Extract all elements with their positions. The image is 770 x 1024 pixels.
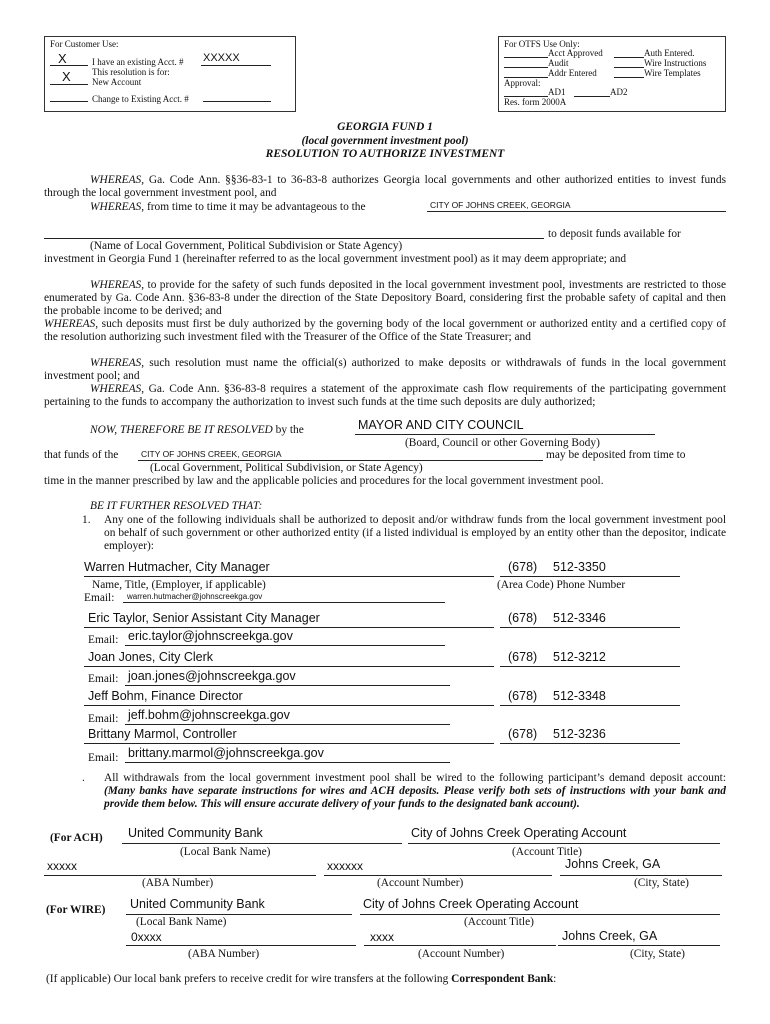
paragraph-text: , Ga. Code Ann. §36-83-8 requires a statement of the approximate cash flow requirements of the participating government pertaining to the funds to accompany the authorization to invest such funds at the time such deposits are duly authorized; xyxy=(44,383,726,408)
governing-body-caption: (Board, Council or other Governing Body) xyxy=(405,437,600,449)
official-phone-line xyxy=(500,576,680,577)
email-label: Email: xyxy=(84,592,115,604)
whereas-paragraph-1 xyxy=(44,174,726,200)
existing-account-blank xyxy=(50,65,88,66)
existing-account-label: I have an existing Acct. # xyxy=(92,57,184,67)
official-name-line xyxy=(84,666,494,667)
resolved-lead: NOW, THEREFORE BE IT RESOLVED xyxy=(90,424,273,436)
official-email-line xyxy=(125,762,450,763)
official-name-line xyxy=(84,743,494,744)
otfs-blank xyxy=(574,96,610,97)
official-email[interactable]: jeff.bohm@johnscreekga.gov xyxy=(128,708,290,722)
paragraph-text: , such resolution must name the official(s) authorized to make deposits or withdrawals of funds in the local government investment pool; and xyxy=(44,357,726,382)
form-heading: RESOLUTION TO AUTHORIZE INVESTMENT xyxy=(265,148,505,160)
whereas-paragraph-6 xyxy=(44,383,726,409)
existing-account-value[interactable]: XXXXX xyxy=(203,52,240,64)
official-phone-line xyxy=(500,743,680,744)
change-account-label: Change to Existing Acct. # xyxy=(92,94,189,104)
ach-city-line xyxy=(560,875,722,876)
official-name-line xyxy=(84,576,494,577)
email-label: Email: xyxy=(88,673,119,685)
item-1-text: Any one of the following individuals shall be authorized to deposit and/or withdraw funds from the local government investment pool on behalf of such government or other authorized entity (if a listed individual is employed by an entity other than the depositor, indicate employer): xyxy=(104,514,726,552)
otfs-ad2: AD2 xyxy=(610,87,628,97)
wire-label: (For WIRE) xyxy=(46,904,106,916)
otfs-title: For OTFS Use Only: xyxy=(504,39,580,49)
official-phone[interactable]: 512-3212 xyxy=(553,650,606,664)
wire-city-line xyxy=(558,945,720,946)
otfs-wire-templates: Wire Templates xyxy=(644,68,701,78)
correspondent-bank-text xyxy=(46,973,556,985)
funds-entity-line xyxy=(138,460,543,461)
otfs-approval: Approval: xyxy=(504,78,541,88)
wire-city-caption: (City, State) xyxy=(630,948,685,960)
official-email[interactable]: joan.jones@johnscreekga.gov xyxy=(128,669,296,683)
wire-aba-caption: (ABA Number) xyxy=(188,948,260,960)
resolution-for-label: This resolution is for: xyxy=(92,67,170,77)
official-phone-area[interactable]: (678) xyxy=(508,727,538,741)
paragraph-text: , such deposits must first be duly authorized by the governing body of the local government or authorized entity and a certified copy of the resolution authorizing such investment filed with the Treasurer of the Office of the State Treasurer; and xyxy=(44,318,726,343)
ach-bank-caption: (Local Bank Name) xyxy=(180,846,271,858)
correspondent-colon: : xyxy=(553,973,557,985)
otfs-blank xyxy=(504,57,548,58)
whereas-word: WHEREAS xyxy=(90,357,142,369)
official-phone-line xyxy=(500,705,680,706)
resolved-line xyxy=(90,424,304,436)
otfs-blank xyxy=(504,67,548,68)
official-phone-line xyxy=(500,627,680,628)
ach-account-title-line xyxy=(408,843,720,844)
whereas-paragraph-3 xyxy=(44,279,726,318)
resolved-by: by the xyxy=(275,424,304,436)
entity-name-line xyxy=(427,211,726,212)
wire-city-state[interactable]: Johns Creek, GA xyxy=(562,929,658,943)
whereas-paragraph-5 xyxy=(44,357,726,383)
wire-bank-name[interactable]: United Community Bank xyxy=(130,897,265,911)
whereas-paragraph-4 xyxy=(44,318,726,344)
funds-entity-caption: (Local Government, Political Subdivision, or State Agency) xyxy=(150,462,423,474)
otfs-wire-instructions: Wire Instructions xyxy=(644,58,707,68)
ach-aba-caption: (ABA Number) xyxy=(142,877,214,889)
ach-title-caption: (Account Title) xyxy=(512,846,582,858)
official-phone[interactable]: 512-3236 xyxy=(553,727,606,741)
wire-account-title-line xyxy=(360,914,720,915)
official-phone[interactable]: 512-3348 xyxy=(553,689,606,703)
funds-of-text: that funds of the xyxy=(44,449,119,461)
whereas-word: WHEREAS xyxy=(90,201,142,213)
name-caption: Name, Title, (Employer, if applicable) xyxy=(92,579,266,591)
official-name[interactable]: Joan Jones, City Clerk xyxy=(88,650,214,664)
official-email[interactable]: warren.hutmacher@johnscreekga.gov xyxy=(127,592,263,601)
further-resolved: BE IT FURTHER RESOLVED THAT: xyxy=(90,500,263,512)
official-name[interactable]: Eric Taylor, Senior Assistant City Manager xyxy=(88,611,320,625)
withdrawals-bold: (Many banks have separate instructions for wires and ACH deposits. Please verify both sets of instructions with your bank and provide them below. This will ensure accurate delivery of your funds to the designated bank account). xyxy=(104,785,726,810)
email-label: Email: xyxy=(88,752,119,764)
official-email-line xyxy=(125,645,445,646)
otfs-blank xyxy=(614,77,644,78)
paragraph-text: , to provide for the safety of such funds deposited in the local government investment pool, investments are restricted to those enumerated by Ga. Code Ann. §36-83-8 under the direction of the State Depository Board, considering first the probable safety of capital and then the probable income to be derived; and xyxy=(44,279,726,317)
wire-account-number-line xyxy=(364,945,556,946)
ach-aba-line xyxy=(44,875,316,876)
official-email[interactable]: brittany.marmol@johnscreekga.gov xyxy=(128,746,324,760)
change-account-number-line xyxy=(203,101,271,102)
official-phone-line xyxy=(500,666,680,667)
paragraph-text: , from time to time it may be advantageous to the xyxy=(141,201,366,213)
whereas-word: WHEREAS xyxy=(90,174,142,186)
otfs-addr-entered: Addr Entered xyxy=(548,68,597,78)
wire-account-number[interactable]: xxxx xyxy=(370,930,394,944)
paragraph-text: , Ga. Code Ann. §§36-83-1 to 36-83-8 authorizes Georgia local governments and other authorized entities to invest funds through the local government investment pool, and xyxy=(44,174,726,199)
existing-account-mark[interactable]: X xyxy=(58,51,67,66)
ach-city-caption: (City, State) xyxy=(634,877,689,889)
ach-account-number-line xyxy=(324,875,552,876)
wire-number-caption: (Account Number) xyxy=(418,948,505,960)
whereas-word: WHEREAS xyxy=(90,383,142,395)
whereas-word: WHEREAS xyxy=(90,279,142,291)
phone-caption: (Area Code) Phone Number xyxy=(497,579,626,591)
entity-name-line-2 xyxy=(44,238,544,239)
wire-account-title[interactable]: City of Johns Creek Operating Account xyxy=(363,897,579,911)
time-manner-text: time in the manner prescribed by law and the applicable policies and procedures for the local government investment pool. xyxy=(44,475,604,487)
wire-aba-number[interactable]: 0xxxx xyxy=(131,930,162,944)
otfs-blank xyxy=(614,57,644,58)
new-account-mark[interactable]: X xyxy=(62,69,71,84)
official-phone-area[interactable]: (678) xyxy=(508,689,538,703)
funds-entity-field[interactable]: CITY OF JOHNS CREEK, GEORGIA xyxy=(141,449,282,459)
official-email-line xyxy=(123,602,445,603)
ach-label: (For ACH) xyxy=(50,832,103,844)
otfs-auth-entered: Auth Entered. xyxy=(644,48,695,58)
entity-name-field[interactable]: CITY OF JOHNS CREEK, GEORGIA xyxy=(430,200,571,210)
email-label: Email: xyxy=(88,713,119,725)
withdrawals-plain: All withdrawals from the local government investment pool shall be wired to the following participant’s demand deposit account: xyxy=(104,772,726,784)
ach-account-number[interactable]: xxxxxx xyxy=(327,859,363,873)
official-phone-area[interactable]: (678) xyxy=(508,560,538,574)
otfs-blank xyxy=(614,67,644,68)
official-name-line xyxy=(84,627,494,628)
official-name[interactable]: Jeff Bohm, Finance Director xyxy=(88,689,243,703)
wire-aba-line xyxy=(126,945,356,946)
change-account-blank xyxy=(50,101,88,102)
wire-bank-caption: (Local Bank Name) xyxy=(136,916,227,928)
ach-city-state[interactable]: Johns Creek, GA xyxy=(565,857,661,871)
official-phone-area[interactable]: (678) xyxy=(508,611,538,625)
customer-use-title: For Customer Use: xyxy=(50,39,119,49)
official-phone-area[interactable]: (678) xyxy=(508,650,538,664)
official-name[interactable]: Warren Hutmacher, City Manager xyxy=(84,560,270,574)
ach-bank-name[interactable]: United Community Bank xyxy=(128,826,263,840)
item-1-number: 1. xyxy=(82,514,91,526)
whereas-word: WHEREAS xyxy=(44,318,96,330)
entity-name-caption: (Name of Local Government, Political Subdivision or State Agency) xyxy=(90,240,403,252)
wire-title-caption: (Account Title) xyxy=(464,916,534,928)
official-phone[interactable]: 512-3350 xyxy=(553,560,606,574)
ach-aba-number[interactable]: xxxxx xyxy=(47,859,77,873)
official-name-line xyxy=(84,705,494,706)
deposit-funds-text: to deposit funds available for xyxy=(548,228,681,240)
governing-body-field[interactable]: MAYOR AND CITY COUNCIL xyxy=(358,418,524,432)
official-email-line xyxy=(125,724,450,725)
whereas-paragraph-2 xyxy=(90,201,366,213)
official-email[interactable]: eric.taylor@johnscreekga.gov xyxy=(128,629,293,643)
official-phone[interactable]: 512-3346 xyxy=(553,611,606,625)
ach-account-title[interactable]: City of Johns Creek Operating Account xyxy=(411,826,627,840)
form-subtitle: (local government investment pool) xyxy=(301,135,469,147)
wire-bank-line xyxy=(126,914,352,915)
investment-text: investment in Georgia Fund 1 (hereinafter referred to as the local government investment pool) as it may deem appropriate; and xyxy=(44,253,627,265)
ach-bank-line xyxy=(122,843,402,844)
item-2-number: . xyxy=(82,772,85,784)
otfs-ad1: AD1 xyxy=(548,87,566,97)
deposited-text: may be deposited from time to xyxy=(546,449,686,461)
withdrawals-text xyxy=(104,772,726,811)
further-resolved-text: BE IT FURTHER RESOLVED THAT xyxy=(90,500,259,512)
official-email-line xyxy=(125,685,450,686)
form-title: GEORGIA FUND 1 xyxy=(337,121,433,133)
email-label: Email: xyxy=(88,634,119,646)
new-account-label: New Account xyxy=(92,77,142,87)
correspondent-bold: Correspondent Bank xyxy=(451,973,554,985)
otfs-form-number: Res. form 2000A xyxy=(504,97,567,107)
governing-body-line xyxy=(355,434,655,435)
ach-number-caption: (Account Number) xyxy=(377,877,464,889)
otfs-audit: Audit xyxy=(548,58,569,68)
new-account-blank xyxy=(50,84,88,85)
otfs-acct-approved: Acct Approved xyxy=(548,48,603,58)
official-name[interactable]: Brittany Marmol, Controller xyxy=(88,727,237,741)
correspondent-plain: (If applicable) Our local bank prefers to receive credit for wire transfers at the following xyxy=(46,973,449,985)
existing-account-number-line xyxy=(201,65,271,66)
